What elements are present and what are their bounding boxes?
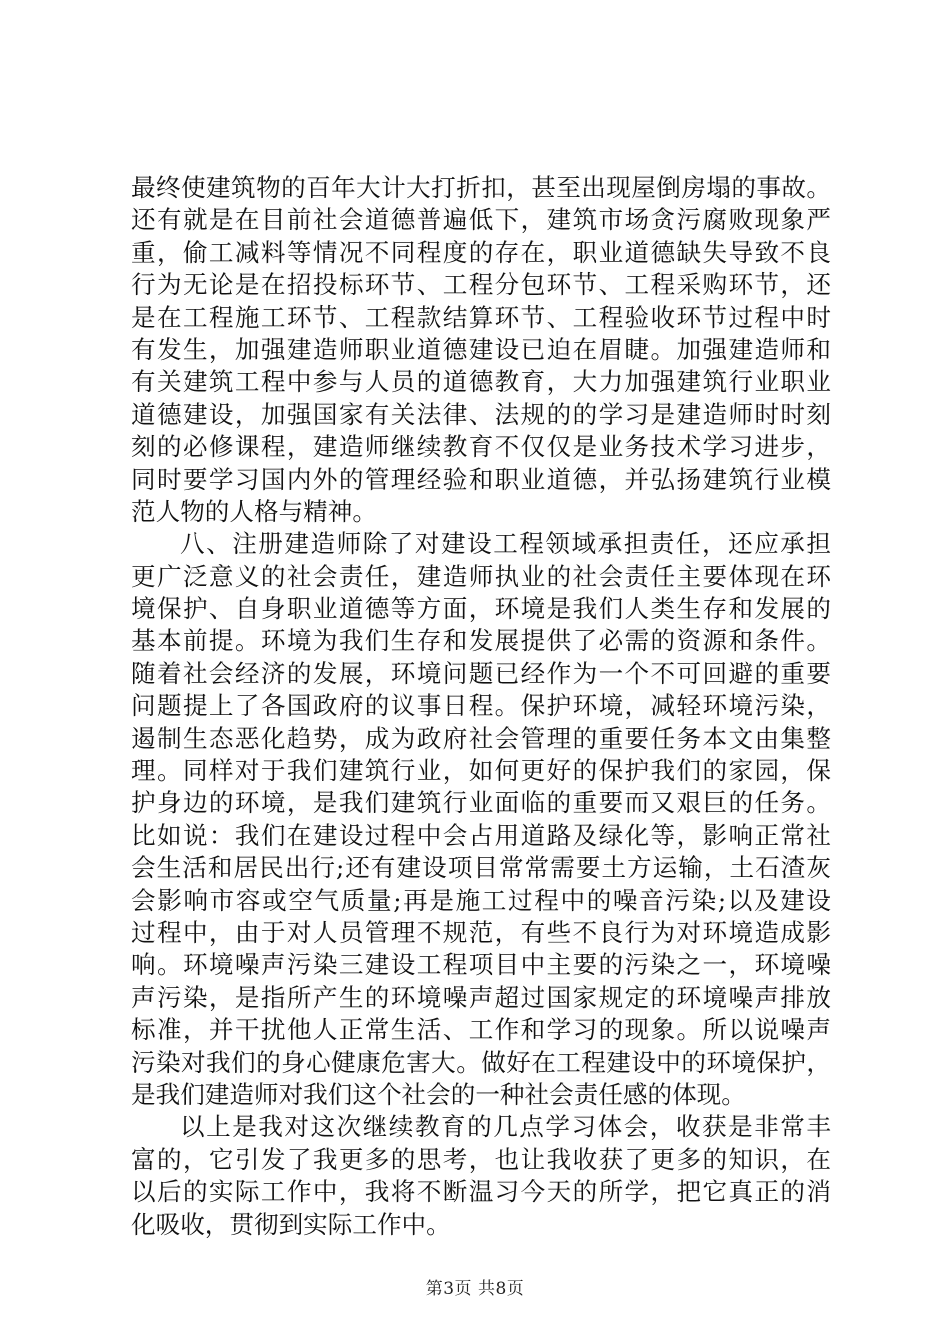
paragraph-professional-ethics bbox=[131, 172, 831, 528]
text-line: 理。同样对于我们建筑行业，如何更好的保护我们的家园，保 bbox=[131, 756, 831, 786]
text-line: 重，偷工减料等情况不同程度的存在，职业道德缺失导致不良 bbox=[131, 237, 831, 267]
text-line: 是我们建造师对我们这个社会的一种社会责任感的体现。 bbox=[131, 1079, 746, 1109]
text-line: 还有就是在目前社会道德普遍低下，建筑市场贪污腐败现象严 bbox=[131, 205, 831, 235]
text-line: 会生活和居民出行;还有建设项目常常需要土方运输，土石渣灰 bbox=[131, 853, 831, 883]
text-line: 八、注册建造师除了对建设工程领域承担责任，还应承担 bbox=[180, 529, 831, 559]
text-line: 富的，它引发了我更多的思考，也让我收获了更多的知识，在 bbox=[131, 1144, 831, 1174]
text-line: 范人物的人格与精神。 bbox=[131, 496, 377, 526]
text-line: 有发生，加强建造师职业道德建设已迫在眉睫。加强建造师和 bbox=[131, 334, 831, 364]
text-line: 有关建筑工程中参与人员的道德教育，大力加强建筑行业职业 bbox=[131, 367, 831, 397]
text-line: 问题提上了各国政府的议事日程。保护环境，减轻环境污染， bbox=[131, 691, 831, 721]
text-line: 标准，并干扰他人正常生活、工作和学习的现象。所以说噪声 bbox=[131, 1015, 831, 1045]
text-line: 护身边的环境，是我们建筑行业面临的重要而又艰巨的任务。 bbox=[131, 788, 831, 818]
paragraph-social-responsibility bbox=[131, 528, 831, 1111]
text-line: 随着社会经济的发展，环境问题已经作为一个不可回避的重要 bbox=[131, 658, 831, 688]
text-line: 污染对我们的身心健康危害大。做好在工程建设中的环境保护， bbox=[131, 1047, 831, 1077]
text-line: 以上是我对这次继续教育的几点学习体会，收获是非常丰 bbox=[180, 1112, 831, 1142]
text-line: 最终使建筑物的百年大计大打折扣，甚至出现屋倒房塌的事故。 bbox=[131, 173, 831, 202]
text-line: 行为无论是在招投标环节、工程分包环节、工程采购环节，还 bbox=[131, 270, 831, 300]
page-footer bbox=[0, 1274, 950, 1299]
text-line: 化吸收，贯彻到实际工作中。 bbox=[131, 1209, 451, 1239]
text-line: 同时要学习国内外的管理经验和职业道德，并弘扬建筑行业模 bbox=[131, 464, 831, 494]
paragraph-conclusion bbox=[131, 1111, 831, 1241]
text-line: 刻的必修课程，建造师继续教育不仅仅是业务技术学习进步， bbox=[131, 432, 831, 462]
text-line: 道德建设，加强国家有关法律、法规的的学习是建造师时时刻 bbox=[131, 399, 831, 429]
text-line: 基本前提。环境为我们生存和发展提供了必需的资源和条件。 bbox=[131, 626, 831, 656]
text-line: 更广泛意义的社会责任，建造师执业的社会责任主要体现在环 bbox=[131, 561, 831, 591]
text-line: 境保护、自身职业道德等方面，环境是我们人类生存和发展的 bbox=[131, 594, 831, 624]
text-line: 会影响市容或空气质量;再是施工过程中的噪音污染;以及建设 bbox=[131, 885, 831, 915]
page-indicator: 第3页 共8页 bbox=[425, 1279, 525, 1299]
text-line: 以后的实际工作中，我将不断温习今天的所学，把它真正的消 bbox=[131, 1177, 831, 1207]
text-line: 过程中，由于对人员管理不规范，有些不良行为对环境造成影 bbox=[131, 917, 831, 947]
text-line: 声污染，是指所产生的环境噪声超过国家规定的环境噪声排放 bbox=[131, 982, 831, 1012]
text-line: 响。环境噪声污染三建设工程项目中主要的污染之一，环境噪 bbox=[131, 950, 831, 980]
text-line: 比如说：我们在建设过程中会占用道路及绿化等，影响正常社 bbox=[131, 820, 831, 850]
text-line: 是在工程施工环节、工程款结算环节、工程验收环节过程中时 bbox=[131, 302, 831, 332]
text-line: 遏制生态恶化趋势，成为政府社会管理的重要任务本文由集整 bbox=[131, 723, 831, 753]
document-body bbox=[131, 172, 831, 1241]
